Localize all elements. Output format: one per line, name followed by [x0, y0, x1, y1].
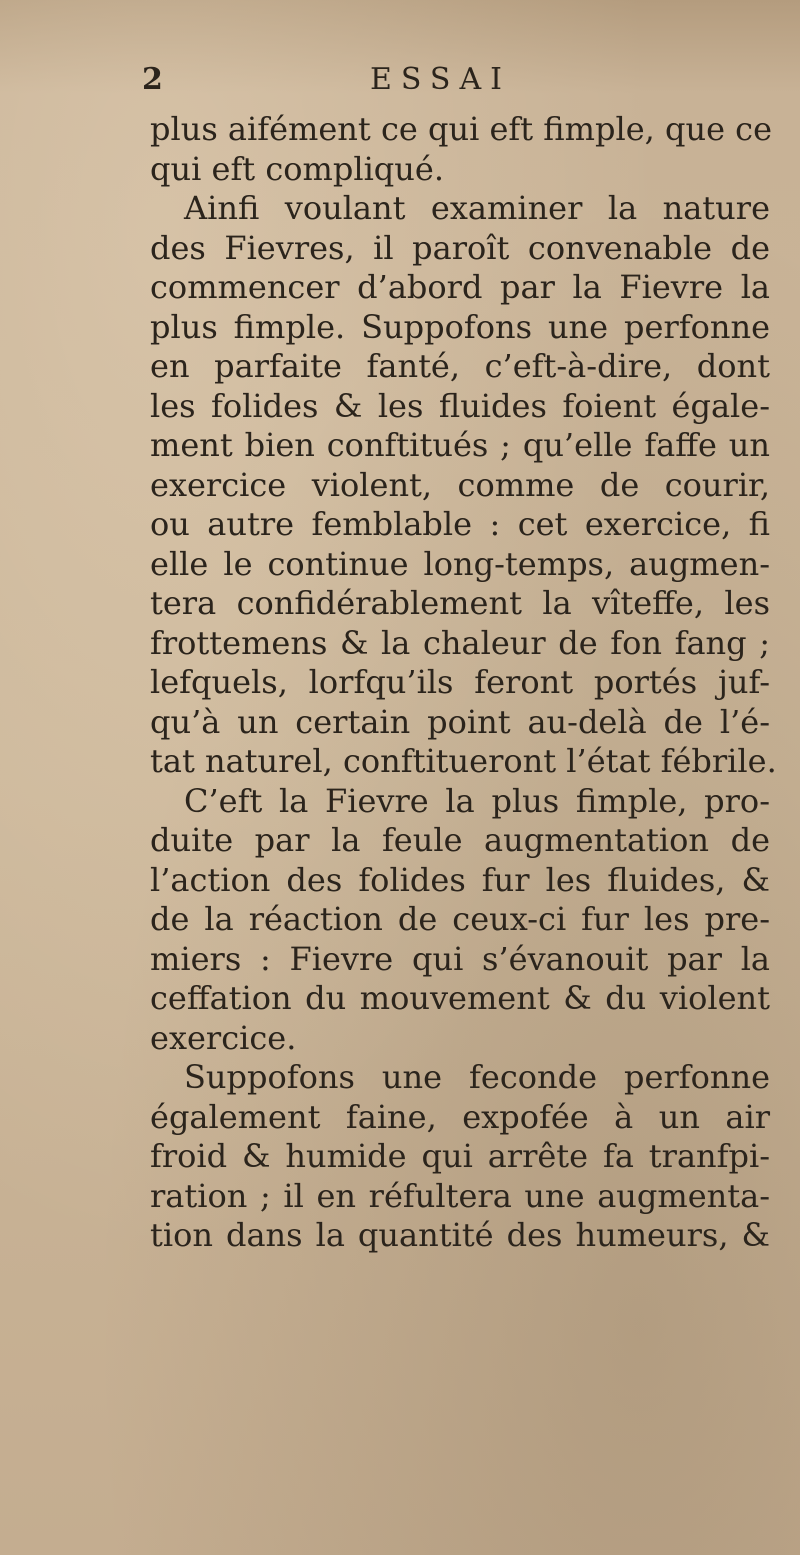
text-line: tion dans la quantité des humeurs, & — [150, 1216, 770, 1254]
text-line: tat naturel, conftitueront l’état fébrile. — [150, 742, 777, 780]
text-line: ration ; il en réfultera une augmenta- — [150, 1176, 770, 1215]
text-line: de la réaction de ceux-ci fur les pre- — [150, 900, 770, 938]
paragraph-start-line: Ainfi voulant examiner la nature — [184, 189, 770, 227]
text-line: en parfaite fanté, c’eft-à-dire, dont — [150, 347, 770, 385]
page-number: 2 — [142, 62, 163, 97]
page-header — [0, 62, 800, 102]
text-line: plus fimple. Suppofons une perfonne — [150, 307, 770, 346]
text-line: ment bien conftitués ; qu’elle faffe un — [150, 426, 770, 464]
text-line: plus aifément ce qui eft fimple, que ce — [150, 110, 773, 148]
text-line: ceffation du mouvement & du violent — [150, 979, 770, 1017]
text-line: qui eft compliqué. — [150, 149, 444, 188]
text-line: elle le continue long-temps, augmen- — [150, 544, 770, 583]
text-line: qu’à un certain point au-delà de l’é- — [150, 702, 770, 741]
text-line: miers : Fievre qui s’évanouit par la — [150, 939, 770, 978]
running-head: ESSAI — [370, 62, 511, 97]
text-line: l’action des folides fur les fluides, & — [150, 860, 770, 899]
text-line: également faine, expofée à un air — [150, 1097, 770, 1136]
text-line: exercice. — [150, 1018, 297, 1057]
body-text — [150, 110, 777, 1256]
text-line: duite par la feule augmentation de — [150, 821, 770, 859]
text-line: exercice violent, comme de courir, — [150, 465, 770, 504]
paragraph-start-line: C’eft la Fievre la plus fimple, pro- — [184, 781, 770, 820]
text-line: les folides & les fluides foient égale- — [150, 386, 770, 425]
text-line: tera confidérablement la vîteffe, les — [150, 584, 770, 622]
text-line: commencer d’abord par la Fievre la — [150, 268, 770, 306]
text-line: ou autre femblable : cet exercice, fi — [150, 505, 770, 543]
text-line: froid & humide qui arrête fa tranfpi- — [150, 1137, 770, 1175]
paragraph-start-line: Suppofons une feconde perfonne — [184, 1058, 770, 1096]
text-line: lefquels, lorfqu’ils feront portés juf- — [150, 663, 770, 701]
text-line: des Fievres, il paroît convenable de — [150, 228, 770, 267]
text-line: frottemens & la chaleur de fon fang ; — [150, 623, 770, 662]
